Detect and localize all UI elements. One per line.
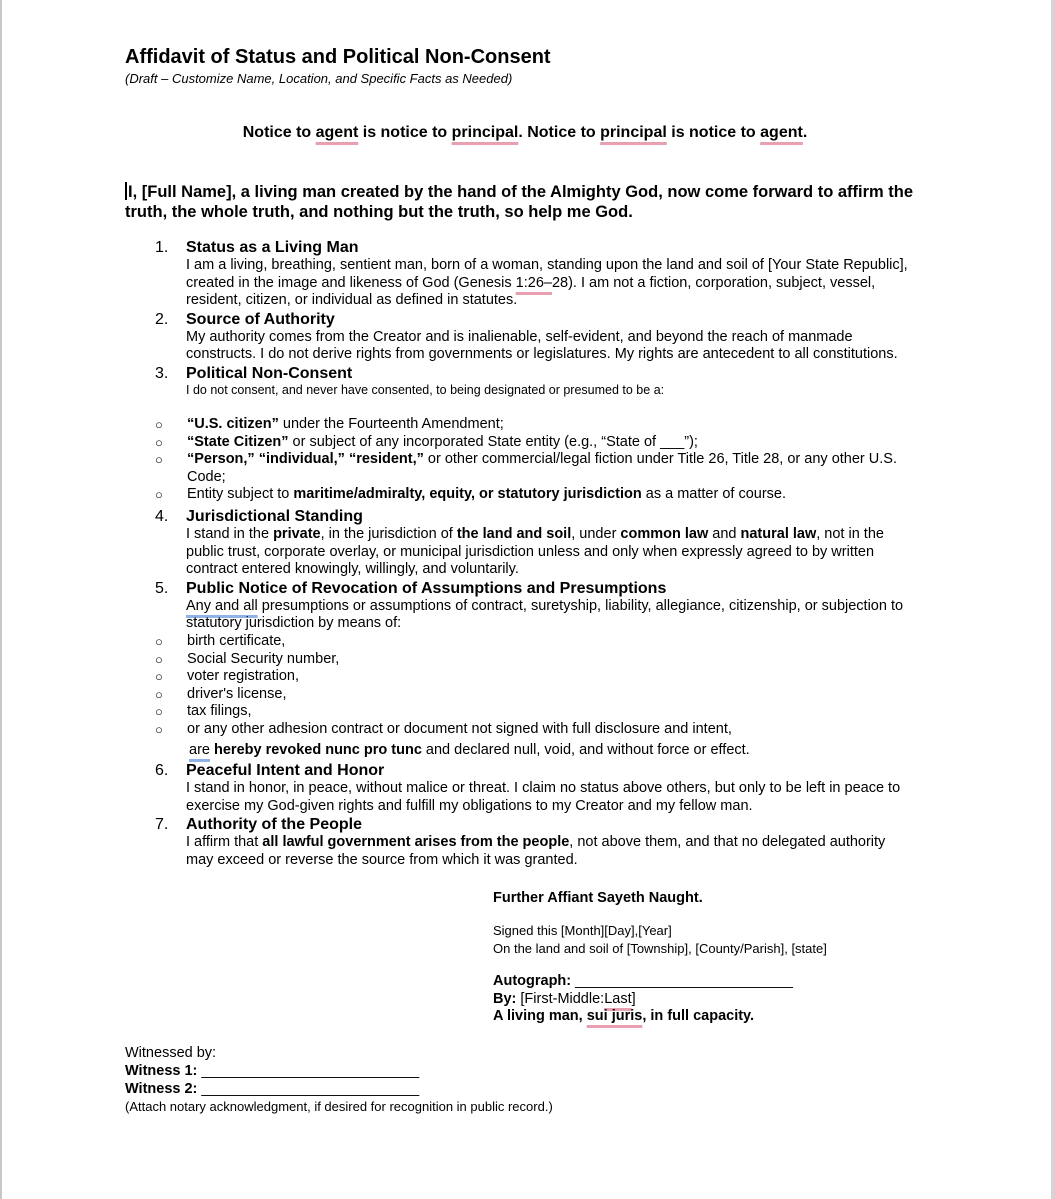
body-text: as a matter of course.	[641, 486, 786, 503]
document-title: Affidavit of Status and Political Non-Consent	[125, 46, 551, 68]
page-edge-left	[0, 0, 2, 1199]
item-number: 3.	[155, 364, 169, 382]
sub-list-item	[125, 668, 915, 686]
body-text: voter registration,	[187, 668, 300, 685]
body-text: , not in the public trust, corporate overlay, or municipal jurisdiction unless and only when expressly agreed to by written contract entered knowingly, willingly, and voluntarily.	[186, 526, 884, 578]
signature-block	[493, 888, 913, 1026]
item-body	[186, 598, 915, 633]
list-item	[125, 238, 915, 310]
bold-text: “U.S. citizen”	[187, 416, 279, 432]
item-heading: Peaceful Intent and Honor	[186, 762, 385, 779]
item-number: 2.	[155, 310, 169, 328]
list-item	[125, 364, 915, 398]
body-text: Entity subject to	[187, 486, 294, 503]
list-item	[125, 310, 915, 364]
notice-text: .	[802, 124, 808, 141]
notice-text: Notice to	[242, 124, 316, 141]
revocation-line	[189, 742, 929, 760]
body-text: 28). I am not a fiction, corporation, subject, vessel, resident, citizen, or individual as defined in statutes.	[186, 274, 876, 309]
item-number: 5.	[155, 579, 169, 597]
sub-list-item	[125, 451, 915, 486]
spellcheck-word[interactable]: agent	[760, 124, 803, 141]
notice-text: is notice to	[358, 124, 452, 141]
sub-list-item	[125, 703, 915, 721]
spellcheck-word[interactable]: agent	[315, 124, 359, 141]
notice-line	[125, 124, 925, 142]
sub-list-item	[125, 416, 915, 434]
signed-date: Signed this [Month][Day],[Year]	[493, 923, 672, 938]
intro-paragraph	[125, 182, 915, 222]
bold-text: private	[273, 526, 321, 542]
spellcheck-word[interactable]: sui juris	[586, 1008, 643, 1024]
capacity-text: A living man,	[493, 1008, 587, 1024]
body-text: birth certificate,	[187, 633, 286, 649]
item-body: I do not consent, and never have consented, to being designated or presumed to be a:	[186, 382, 665, 397]
bold-text: “Person,” “individual,” “resident,”	[187, 451, 424, 468]
intro-text: I, [Full Name], a living man created by the hand of the Almighty God, now come forward to affirm the truth, the whole truth, and nothing but the truth, so help me God.	[125, 183, 914, 221]
grammar-flag[interactable]: are	[189, 742, 210, 758]
autograph-label: Autograph:	[493, 973, 572, 989]
body-text: and declared null, void, and without force or effect.	[421, 742, 750, 758]
bold-text: “State Citizen”	[187, 433, 289, 450]
numbered-list-continued	[125, 507, 915, 633]
notary-note: (Attach notary acknowledgment, if desired for recognition in public record.)	[125, 1099, 553, 1114]
body-text: tax filings,	[187, 703, 252, 720]
body-text: driver's license,	[187, 685, 287, 702]
list-item	[125, 507, 915, 579]
list-item	[125, 761, 915, 815]
bold-text: hereby revoked nunc pro tunc	[214, 742, 422, 758]
notice-text: . Notice to	[518, 124, 601, 141]
by-value: ]	[631, 990, 636, 1007]
body-text: or subject of any incorporated State entity (e.g., “State of ___”);	[288, 433, 698, 450]
body-text: or other commercial/legal fiction under Title 26, Title 28, or any other U.S. Code;	[187, 451, 897, 485]
body-text: under the Fourteenth Amendment;	[278, 416, 504, 432]
notice-text: is notice to	[666, 124, 761, 141]
numbered-list	[125, 238, 915, 398]
sub-list-item	[125, 486, 915, 504]
autograph-blank: ___________________________	[571, 973, 793, 989]
bold-text: maritime/admiralty, equity, or statutory jurisdiction	[293, 486, 642, 503]
bullet-icon: ○	[155, 417, 163, 432]
grammar-flag[interactable]: Any and all	[186, 597, 258, 614]
autograph-line[interactable]	[493, 973, 913, 991]
witness-label: Witness 1:	[125, 1063, 198, 1079]
body-text: Social Security number,	[187, 650, 340, 667]
item-number: 7.	[155, 816, 169, 834]
witness-1-line[interactable]	[125, 1062, 725, 1080]
bold-text: common law	[620, 526, 709, 542]
capacity-text: , in full capacity.	[642, 1008, 755, 1024]
document-subtitle: (Draft – Customize Name, Location, and Specific Facts as Needed)	[125, 71, 513, 86]
sub-list	[125, 416, 915, 504]
item-number: 4.	[155, 508, 169, 525]
body-text: , in the jurisdiction of	[320, 526, 457, 542]
item-heading: Authority of the People	[186, 816, 362, 834]
spellcheck-word[interactable]: principal	[600, 124, 667, 141]
body-text: , not above them, and that no delegated authority may exceed or reverse the source from which it was granted.	[186, 834, 886, 868]
item-heading: Political Non-Consent	[186, 364, 353, 382]
body-text: and	[708, 526, 741, 542]
bullet-icon: ○	[155, 452, 163, 468]
capacity-line	[493, 1008, 913, 1026]
item-body	[186, 834, 915, 869]
bullet-icon: ○	[155, 634, 163, 649]
body-text: I am a living, breathing, sentient man, born of a woman, standing upon the land and soil of [Your State Republic], created in the image and likeness of God (Genesis	[186, 257, 908, 291]
page-edge-right	[1051, 0, 1055, 1199]
bold-text: all lawful government arises from the people	[262, 834, 570, 851]
item-heading: Source of Authority	[186, 310, 335, 328]
witness-2-line[interactable]	[125, 1080, 725, 1098]
spellcheck-word[interactable]: Last	[604, 990, 632, 1007]
list-item	[125, 815, 915, 869]
item-body: I stand in honor, in peace, without malice or threat. I claim no status above others, but only to be left in peace to exercise my God-given rights and fulfill my obligations to my Creator and my fellow man.	[186, 780, 901, 814]
sub-list-item	[125, 434, 915, 452]
witness-blank: ___________________________	[197, 1081, 420, 1097]
witness-blank: ___________________________	[197, 1063, 420, 1079]
sub-list-item	[125, 721, 915, 739]
sub-list-item	[125, 651, 915, 669]
sub-list	[125, 633, 915, 739]
bullet-icon: ○	[155, 686, 163, 702]
body-text: or any other adhesion contract or document not signed with full disclosure and intent,	[187, 720, 732, 737]
item-heading: Public Notice of Revocation of Assumptions and Presumptions	[186, 579, 667, 597]
bold-text: the land and soil	[456, 526, 572, 542]
text-cursor	[125, 182, 127, 200]
bullet-icon: ○	[155, 651, 163, 667]
list-item	[125, 579, 915, 633]
bullet-icon: ○	[155, 704, 163, 720]
item-heading: Status as a Living Man	[186, 239, 359, 256]
by-line	[493, 991, 913, 1009]
signed-location: On the land and soil of [Township], [County/Parish], [state]	[493, 940, 827, 956]
item-body	[186, 257, 915, 310]
witness-label: Witness 2:	[125, 1081, 198, 1097]
by-label: By:	[493, 990, 517, 1007]
body-text: I stand in the	[186, 526, 274, 542]
item-body: My authority comes from the Creator and is inalienable, self-evident, and beyond the reach of manmade constructs. I do not derive rights from governments or legislatures. My rights are antecedent to all constitutions.	[186, 328, 898, 363]
body-text: , under	[571, 526, 621, 542]
witness-heading: Witnessed by:	[125, 1045, 217, 1061]
body-text: presumptions or assumptions of contract, suretyship, liability, allegiance, citizenship, or subjection to statutory jurisdiction by means of:	[186, 597, 904, 632]
item-number: 1.	[155, 239, 169, 256]
body-text: I affirm that	[186, 834, 263, 851]
sub-list-item	[125, 686, 915, 704]
sub-list-item	[125, 633, 915, 651]
item-body	[186, 526, 915, 579]
item-heading: Jurisdictional Standing	[186, 508, 363, 525]
further-affiant: Further Affiant Sayeth Naught.	[493, 890, 703, 906]
item-number: 6.	[155, 762, 169, 779]
bullet-icon: ○	[155, 487, 163, 503]
spellcheck-word[interactable]: 1:26–	[515, 274, 552, 291]
witness-block	[125, 1044, 725, 1116]
bullet-icon: ○	[155, 721, 163, 737]
bullet-icon: ○	[155, 434, 163, 450]
spellcheck-word[interactable]: principal	[451, 124, 519, 141]
bold-text: natural law	[740, 526, 817, 542]
bullet-icon: ○	[155, 669, 163, 685]
by-value: [First-Middle:	[516, 990, 605, 1007]
numbered-list-end	[125, 761, 915, 869]
